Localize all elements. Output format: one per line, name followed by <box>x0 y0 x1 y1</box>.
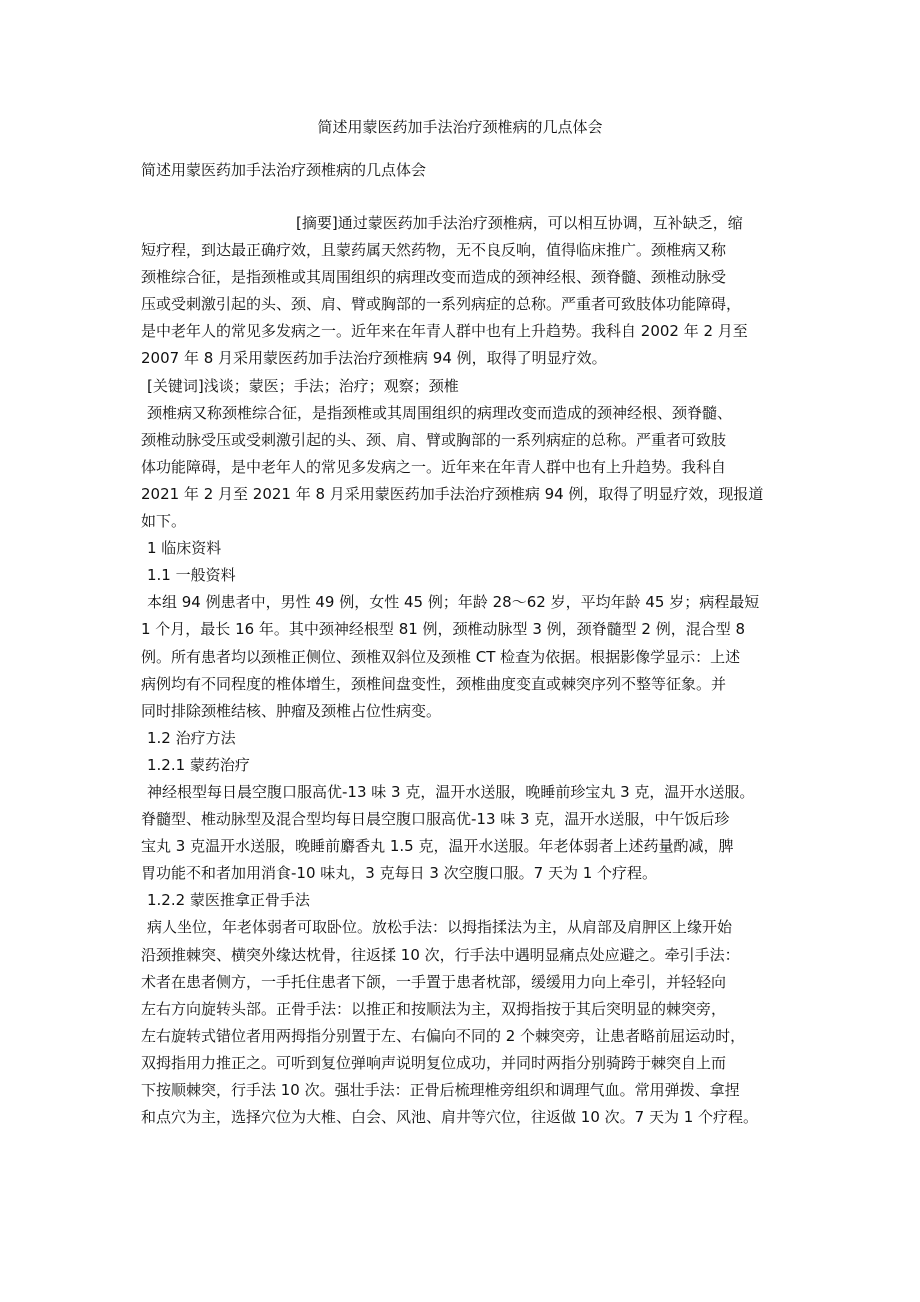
subsubsection-heading: 1.2.2 蒙医推拿正骨手法 <box>147 891 310 910</box>
massage-paragraph <box>141 914 821 1131</box>
paragraph-line: 体功能障碍，是中老年人的常见多发病之一。近年来在年青人群中也有上升趋势。我科自 <box>141 457 727 476</box>
paragraph-line: 左右方向旋转头部。正骨手法：以推正和按顺法为主，双拇指按于其后突明显的棘突旁， <box>141 999 727 1018</box>
paragraph-line: 同时排除颈椎结核、肿瘤及颈椎占位性病变。 <box>141 701 442 720</box>
paragraph-line: 术者在患者侧方，一手托住患者下颌，一手置于患者枕部，缓缓用力向上牵引，并轻轻向 <box>141 972 727 991</box>
intro-paragraph <box>141 400 821 535</box>
paragraph-line: 左右旋转式错位者用两拇指分别置于左、右偏向不同的 2 个棘突旁，让患者略前屈运动时， <box>141 1026 746 1045</box>
abstract-line: 是中老年人的常见多发病之一。近年来在年青人群中也有上升趋势。我科自 2002 年 2 月至 <box>141 322 748 341</box>
abstract-line: 2007 年 8 月采用蒙医药加手法治疗颈椎病 94 例，取得了明显疗效。 <box>141 349 607 368</box>
paragraph-line: 颈椎动脉受压或受刺激引起的头、颈、肩、臂或胸部的一系列病症的总称。严重者可致肢 <box>141 430 727 449</box>
abstract <box>141 210 821 373</box>
paragraph-line: 病例均有不同程度的椎体增生，颈椎间盘变性，颈椎曲度变直或棘突序列不整等征象。并 <box>141 674 727 693</box>
paragraph-line: 下按顺棘突，行手法 10 次。强壮手法：正骨后梳理椎旁组织和调理气血。常用弹拨、拿捏 <box>141 1081 740 1099</box>
article-body <box>141 210 821 1131</box>
general-paragraph <box>141 589 821 724</box>
section-heading: 1 临床资料 <box>147 539 222 558</box>
paragraph-line: 和点穴为主，选择穴位为大椎、白会、风池、肩井等穴位，往返做 10 次。7 天为 1 个疗程。 <box>141 1108 759 1127</box>
subsection-heading: 1.2 治疗方法 <box>147 728 236 747</box>
paragraph-line: 1 个月，最长 16 年。其中颈神经根型 81 例，颈椎动脉型 3 例，颈脊髓型 2 例，混合型 8 <box>141 620 746 639</box>
keywords: [关键词]浅谈；蒙医；手法；治疗；观察；颈椎 <box>147 376 459 395</box>
abstract-line: 短疗程，到达最正确疗效，且蒙药属天然药物，无不良反响，值得临床推广。颈椎病又称 <box>141 241 727 260</box>
paragraph-line: 沿颈推棘突、横突外缘达枕骨，往返揉 10 次，行手法中遇明显痛点处应避之。牵引手法： <box>141 945 740 964</box>
page-title: 简述用蒙医药加手法治疗颈椎病的几点体会 <box>317 118 603 136</box>
paragraph-line: 胃功能不和者加用消食-10 味丸，3 克每日 3 次空腹口服。7 天为 1 个疗程。 <box>141 864 658 883</box>
abstract-line: [摘要]通过蒙医药加手法治疗颈椎病，可以相互协调，互补缺乏，缩 <box>296 214 743 232</box>
subsection-heading: 1.1 一般资料 <box>147 566 236 585</box>
drug-paragraph <box>141 779 821 887</box>
paragraph-line: 双拇指用力推正之。可听到复位弹响声说明复位成功，并同时两指分别骑跨于棘突自上而 <box>141 1053 727 1072</box>
paragraph-line: 脊髓型、椎动脉型及混合型均每日晨空腹口服高优-13 味 3 克，温开水送服，中午饭后珍 <box>141 810 730 829</box>
paragraph-line: 病人坐位，年老体弱者可取卧位。放松手法：以拇指揉法为主，从肩部及肩胛区上缘开始 <box>147 918 733 937</box>
paragraph-line: 本组 94 例患者中，男性 49 例，女性 45 例；年龄 28～62 岁，平均年龄 45 岁；病程最短 <box>147 593 760 612</box>
abstract-line: 压或受刺激引起的头、颈、肩、臂或胸部的一系列病症的总称。严重者可致肢体功能障碍， <box>141 295 742 314</box>
paragraph-line: 颈椎病又称颈椎综合征，是指颈椎或其周围组织的病理改变而造成的颈神经根、颈脊髓、 <box>147 403 733 422</box>
paragraph-line: 宝丸 3 克温开水送服，晚睡前麝香丸 1.5 克，温开水送服。年老体弱者上述药量酌减，脾 <box>141 837 734 856</box>
paragraph-line: 例。所有患者均以颈椎正侧位、颈椎双斜位及颈椎 CT 检查为依据。根据影像学显示：上述 <box>141 647 741 666</box>
article-title: 简述用蒙医药加手法治疗颈椎病的几点体会 <box>141 161 427 179</box>
paragraph-line: 2021 年 2 月至 2021 年 8 月采用蒙医药加手法治疗颈椎病 94 例，取得了明显疗效，现报道 <box>141 484 764 503</box>
paragraph-line: 神经根型每日晨空腹口服高优-13 味 3 克，温开水送服，晚睡前珍宝丸 3 克，温开水送服。 <box>147 782 755 801</box>
subsubsection-heading: 1.2.1 蒙药治疗 <box>147 755 250 774</box>
abstract-line: 颈椎综合征，是指颈椎或其周围组织的病理改变而造成的颈神经根、颈脊髓、颈椎动脉受 <box>141 268 727 287</box>
paragraph-line: 如下。 <box>141 512 187 531</box>
